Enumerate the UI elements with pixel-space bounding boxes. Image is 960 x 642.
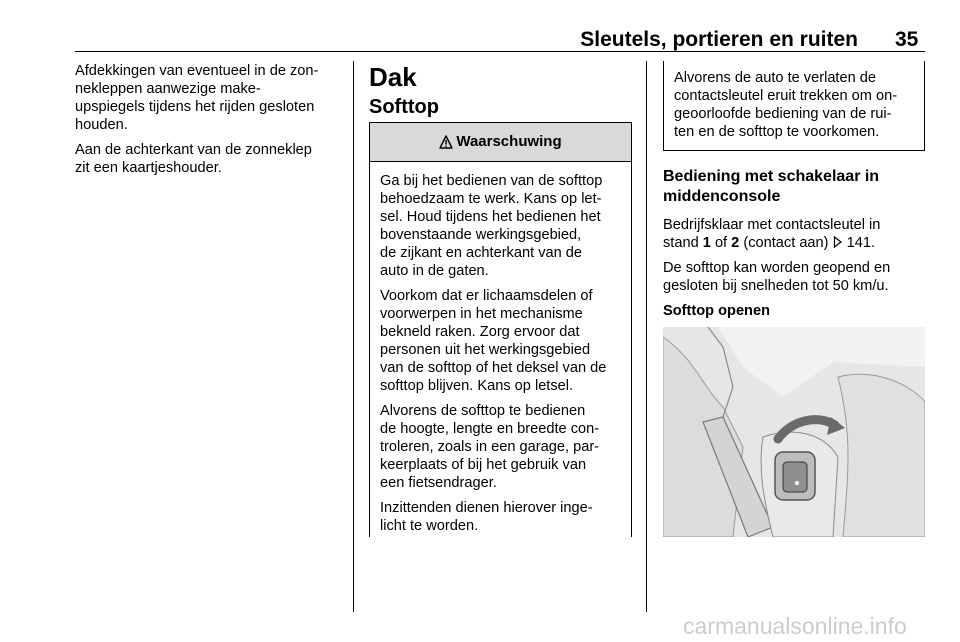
ignition-position-2: 2 [731, 235, 740, 251]
warning-paragraph: Alvorens de softtop te bedienen de hoogte, lengte en breedte con- troleren, zoals in een garage, par- keerplaats of bij het gebruik van een fietsendrager. [380, 403, 600, 491]
paragraph-ticket-holder: Aan de achterkant van de zonneklep zit een kaartjeshouder. [75, 142, 312, 176]
warning-box [369, 122, 632, 537]
paragraph-speed-limit: De softtop kan worden geopend en gesloten bij snelheden tot 50 km/u. [663, 260, 891, 294]
warning-body [370, 162, 631, 537]
column-2 [369, 62, 632, 537]
column-1 [75, 62, 345, 184]
warning-header [370, 122, 631, 162]
section-heading: Dak [369, 62, 417, 92]
arrow-reference-icon [833, 236, 843, 248]
note-box [663, 61, 925, 151]
warning-triangle-icon [439, 135, 453, 149]
warning-paragraph: Ga bij het bedienen van de softtop behoedzaam te werk. Kans op let- sel. Houd tijdens het bedienen het bovenstaande werkingsgebied, de zijkant en achterkant van de auto in de gaten. [380, 173, 603, 279]
softtop-switch-illustration [663, 327, 925, 537]
center-console-image [663, 327, 925, 537]
note-text: Alvorens de auto te verlaten de contactsleutel eruit trekken om on- geoorloofde bediening van de rui- ten en de softtop te voorkomen. [674, 70, 898, 140]
page-number: 35 [895, 28, 919, 51]
column-3 [663, 62, 925, 537]
column-divider-1 [353, 61, 354, 612]
ignition-position-1: 1 [702, 235, 711, 251]
watermark: carmanualsonline.info [683, 613, 907, 639]
warning-paragraph: Voorkom dat er lichaamsdelen of voorwerpen in het mechanisme bekneld raken. Zorg ervoor dat personen uit het werkingsgebied van de softtop of het deksel van de softtop blijven. Kans op letsel. [380, 288, 607, 394]
section-title-console-switch: Bediening met schakelaar in middenconsole [663, 168, 880, 205]
column-divider-2 [646, 61, 647, 612]
paragraph-mirror-covers: Afdekkingen van eventueel in de zon- nekleppen aanwezige make- upspiegels tijdens het rijden gesloten houden. [75, 63, 319, 133]
header-rule [75, 51, 925, 52]
subsection-heading: Softtop [369, 96, 439, 118]
warning-title: Waarschuwing [456, 133, 562, 150]
subheading-softtop-open: Softtop openen [663, 303, 771, 319]
page-reference[interactable]: 141. [842, 235, 876, 251]
running-header: Sleutels, portieren en ruiten [580, 28, 858, 51]
paragraph-ignition: Bedrijfsklaar met contactsleutel in stand 1 of 2 (contact aan) 141. [663, 217, 881, 251]
warning-paragraph: Inzittenden dienen hierover inge- licht te worden. [380, 500, 593, 534]
